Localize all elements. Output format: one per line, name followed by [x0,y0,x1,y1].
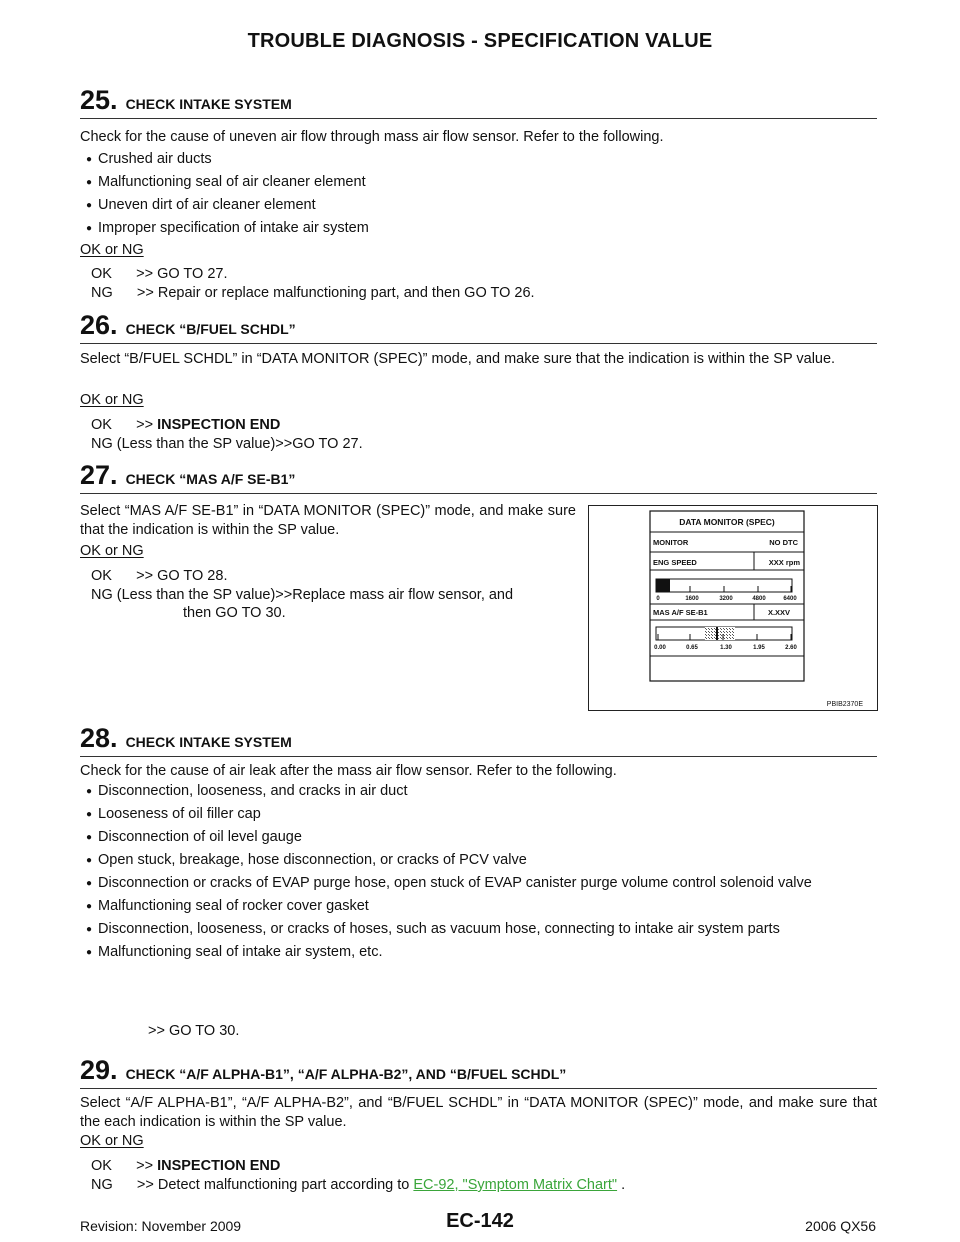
symptom-matrix-chart-link[interactable]: EC-92, "Symptom Matrix Chart" [413,1177,618,1193]
step-29 [80,1055,877,1089]
ok-result: OK >> INSPECTION END [91,417,281,433]
tick-label: 6400 [783,596,797,602]
step-number: 29 [80,1055,111,1085]
tick-label: 1600 [685,596,699,602]
eng-speed-label: ENG SPEED [653,558,697,567]
mas-af-needle [716,627,718,640]
mas-af-sp-range [705,627,735,640]
figure-code: PBIB2370E [826,701,863,708]
figure-title: DATA MONITOR (SPEC) [679,517,775,527]
ok-or-ng-label: OK or NG [80,543,144,559]
step-25-intro: Check for the cause of uneven air flow through mass air flow sensor. Refer to the following. [80,129,664,145]
monitor-label: MONITOR [653,538,689,547]
tick-label: 4800 [752,596,766,602]
tick-label: 0 [656,596,660,602]
list-item: ● Disconnection, looseness, and cracks in air duct [86,783,408,799]
eng-speed-gauge-fill [656,579,670,592]
eng-speed-value: XXX rpm [768,558,800,567]
footer-model: 2006 QX56 [805,1218,876,1234]
heading-rule [80,756,877,757]
step-29-heading: 29 . CHECK “A/F ALPHA-B1”, “A/F ALPHA-B2”, AND “B/FUEL SCHDL” [80,1055,567,1085]
list-item: ● Disconnection or cracks of EVAP purge hose, open stuck of EVAP canister purge volume control solenoid valve [86,875,812,891]
monitor-value: NO DTC [769,538,798,547]
mas-af-value: X.XXV [767,608,791,617]
heading-rule [80,1088,877,1089]
heading-rule [80,493,877,494]
step-title: CHECK “MAS A/F SE-B1” [125,471,296,487]
step-28 [80,723,877,757]
ng-result: NG >> Detect malfunctioning part according to EC-92, "Symptom Matrix Chart" . [91,1177,626,1193]
step-25-bullet-list [86,150,876,238]
list-item: ● Disconnection of oil level gauge [86,829,302,845]
step-29-intro: Select “A/F ALPHA-B1”, “A/F ALPHA-B2”, and “B/FUEL SCHDL” in “DATA MONITOR (SPEC)” mode, and make sure that the each indication is within the SP value. [80,1095,877,1130]
footer-page-number: EC-142 [446,1210,514,1232]
step-25 [80,85,877,119]
list-item: ● Malfunctioning seal of air cleaner element [86,174,366,190]
step-27-intro: Select “MAS A/F SE-B1” in “DATA MONITOR (SPEC)” mode, and make sure that the indication is within the SP value. [80,503,576,538]
list-item: ● Malfunctioning seal of intake air system, etc. [86,944,383,960]
ok-result: OK >> GO TO 27. [91,266,228,282]
ok-or-ng-label: OK or NG [80,1133,144,1149]
step-26 [80,310,877,344]
list-item: ● Improper specification of intake air system [86,220,369,236]
step-28-result: >> GO TO 30. [148,1023,240,1039]
step-28-intro: Check for the cause of air leak after the mass air flow sensor. Refer to the following. [80,763,617,779]
tick-label: 0.65 [686,645,698,651]
tick-label: 0.00 [654,645,666,651]
data-monitor-diagram [589,506,877,710]
tick-label: 1.95 [753,645,765,651]
heading-rule [80,118,877,119]
page-title: TROUBLE DIAGNOSIS - SPECIFICATION VALUE [247,30,713,52]
step-title: CHECK “B/FUEL SCHDL” [125,321,296,337]
ng-result: NG (Less than the SP value)>>GO TO 27. [91,436,363,452]
ok-or-ng-label: OK or NG [80,392,144,408]
step-number: 27 [80,460,111,490]
step-number: 25 [80,85,111,115]
tick-label: 1.30 [720,645,732,651]
mas-af-label: MAS A/F SE-B1 [653,608,708,617]
ok-result: OK >> GO TO 28. [91,568,228,584]
ng-result: NG >> Repair or replace malfunctioning part, and then GO TO 26. [91,285,535,301]
step-title: CHECK INTAKE SYSTEM [125,734,292,750]
step-28-bullet-list [86,782,876,962]
step-number: 26 [80,310,111,340]
step-27 [80,460,877,494]
step-25-heading: 25 . CHECK INTAKE SYSTEM [80,85,292,115]
ng-result-continuation: then GO TO 30. [183,605,286,621]
step-title: CHECK INTAKE SYSTEM [125,96,292,112]
step-27-heading: 27 . CHECK “MAS A/F SE-B1” [80,460,296,490]
list-item: ● Disconnection, looseness, or cracks of hoses, such as vacuum hose, connecting to intake air system parts [86,921,780,937]
step-26-heading: 26 . CHECK “B/FUEL SCHDL” [80,310,296,340]
footer-revision: Revision: November 2009 [80,1218,242,1234]
list-item: ● Uneven dirt of air cleaner element [86,197,316,213]
heading-rule [80,343,877,344]
ng-result: NG (Less than the SP value)>>Replace mass air flow sensor, and [91,587,514,603]
step-26-intro: Select “B/FUEL SCHDL” in “DATA MONITOR (SPEC)” mode, and make sure that the indication is within the SP value. [80,351,836,367]
list-item: ● Malfunctioning seal of rocker cover gasket [86,898,369,914]
list-item: ● Crushed air ducts [86,151,212,167]
tick-label: 3200 [719,596,733,602]
ok-result: OK >> INSPECTION END [91,1158,281,1174]
tick-label: 2.60 [785,645,797,651]
step-number: 28 [80,723,111,753]
list-item: ● Looseness of oil filler cap [86,806,261,822]
step-title: CHECK “A/F ALPHA-B1”, “A/F ALPHA-B2”, AND “B/FUEL SCHDL” [125,1066,567,1082]
data-monitor-figure [588,505,878,711]
list-item: ● Open stuck, breakage, hose disconnection, or cracks of PCV valve [86,852,527,868]
step-28-heading: 28 . CHECK INTAKE SYSTEM [80,723,292,753]
ok-or-ng-label: OK or NG [80,242,144,258]
